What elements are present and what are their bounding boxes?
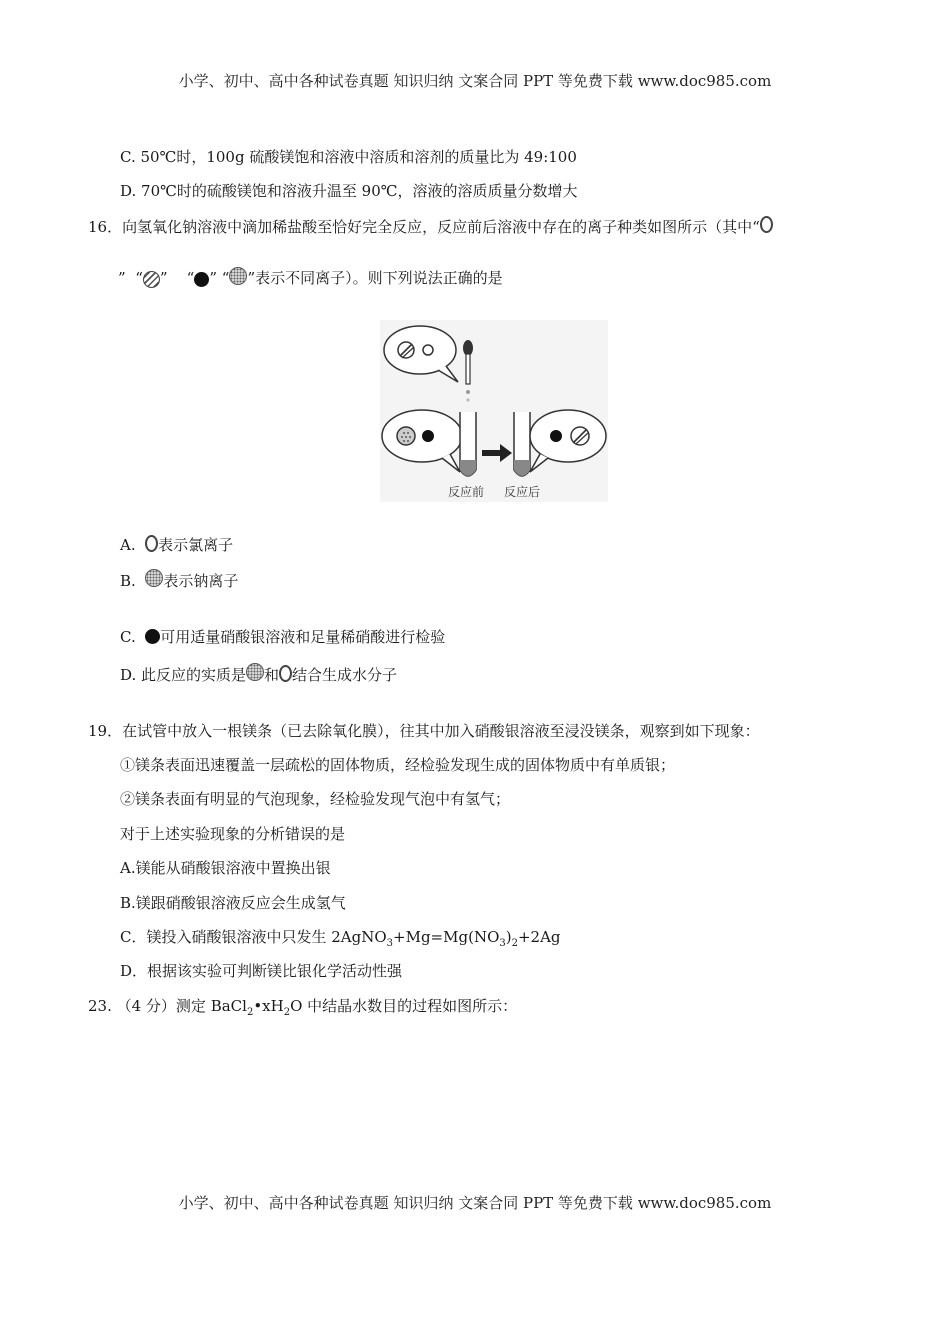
q19-option-d: D．根据该实验可判断镁比银化学活动性强 [120,962,403,980]
q19-observation-1: ①镁条表面迅速覆盖一层疏松的固体物质，经检验发现生成的固体物质中有单质银； [120,756,676,774]
hollow-ion-icon [145,535,158,552]
quote-mark: ” [159,269,168,287]
q15-option-c: C. 50℃时，100g 硫酸镁饱和溶液中溶质和溶剂的质量比为 49:100 [120,148,577,166]
quote-mark: “ [186,269,195,287]
stem-part: O 中结晶水数目的过程如图所示： [290,997,518,1015]
dark-ion-icon [550,430,562,442]
dotted-ion-icon [229,267,247,285]
option-text: 结合生成水分子 [292,666,398,684]
hollow-ion-icon [760,216,773,233]
dropper-tube [466,354,470,384]
dark-ion-icon [422,430,434,442]
subscript: 3 [499,938,506,949]
q16-option-c [120,627,445,647]
equation-part: +2Ag [517,928,561,946]
q16-stem-text: 16．向氢氧化钠溶液中滴加稀盐酸至恰好完全反应，反应前后溶液中存在的离子种类如图所示（其中“ [88,218,760,236]
equation-part: +Mg=Mg(NO [393,928,500,946]
page-footer: 小学、初中、高中各种试卷真题 知识归纳 文案合同 PPT 等免费下载 www.doc985.com [178,1194,772,1212]
hollow-ion-icon [279,665,292,682]
stem-part: 23. （4 分）测定 BaCl [88,997,247,1015]
q19-question: 对于上述实验现象的分析错误的是 [120,825,346,843]
hatched-ion-icon [143,271,160,288]
equation-part: ) [505,928,512,946]
q16-option-a [120,535,233,555]
dark-ion-icon [145,629,160,644]
q16-option-b [120,571,238,591]
drop-icon [466,390,470,394]
quote-mark: ” [118,269,126,287]
q23-stem [88,996,517,1023]
option-letter: A. [120,536,136,554]
label-before: 反应前 [448,485,485,499]
option-text: D. 此反应的实质是 [120,666,247,684]
subscript: 2 [283,1007,291,1018]
q16-stem-line1 [88,217,773,237]
q16-stem-text2: ”表示不同离子）。则下列说法正确的是 [247,269,503,287]
option-letter: B. [120,572,136,590]
q16-stem-line2 [118,268,503,288]
stem-part: •xH [253,997,284,1015]
option-text: 表示钠离子 [163,572,239,590]
q15-option-d: D. 70℃时的硫酸镁饱和溶液升温至 90℃，溶液的溶质质量分数增大 [120,182,578,200]
page-header: 小学、初中、高中各种试卷真题 知识归纳 文案合同 PPT 等免费下载 www.doc985.com [178,72,772,90]
hollow-ion-icon [423,345,433,355]
quote-mark: “ [135,269,143,287]
equation-part: C．镁投入硝酸银溶液中只发生 2AgNO [120,928,387,946]
reaction-diagram [380,320,608,502]
option-text: 表示氯离子 [158,536,234,554]
after-bubble [530,410,606,462]
q19-option-c [120,927,561,954]
dark-ion-icon [194,272,209,287]
quote-mark: ” [209,269,217,287]
option-letter: C. [120,628,136,646]
q19-observation-2: ②镁条表面有明显的气泡现象，经检验发现气泡中有氢气； [120,790,511,808]
subscript: 2 [511,938,518,949]
option-text: 可用适量硝酸银溶液和足量稀硝酸进行检验 [160,628,446,646]
q19-option-a: A.镁能从硝酸银溶液中置换出银 [120,859,331,877]
option-text: 和 [264,666,280,684]
subscript: 2 [246,1007,254,1018]
q19-stem: 19．在试管中放入一根镁条（已去除氧化膜），往其中加入硝酸银溶液至浸没镁条，观察到如下现象： [88,722,760,740]
subscript: 3 [386,938,394,949]
label-after: 反应后 [504,485,541,499]
dotted-ion-icon [145,569,163,587]
dotted-ion-icon [246,663,264,681]
q16-option-d [120,665,397,685]
quote-mark: “ [221,269,230,287]
q19-option-b: B.镁跟硝酸银溶液反应会生成氢气 [120,894,346,912]
